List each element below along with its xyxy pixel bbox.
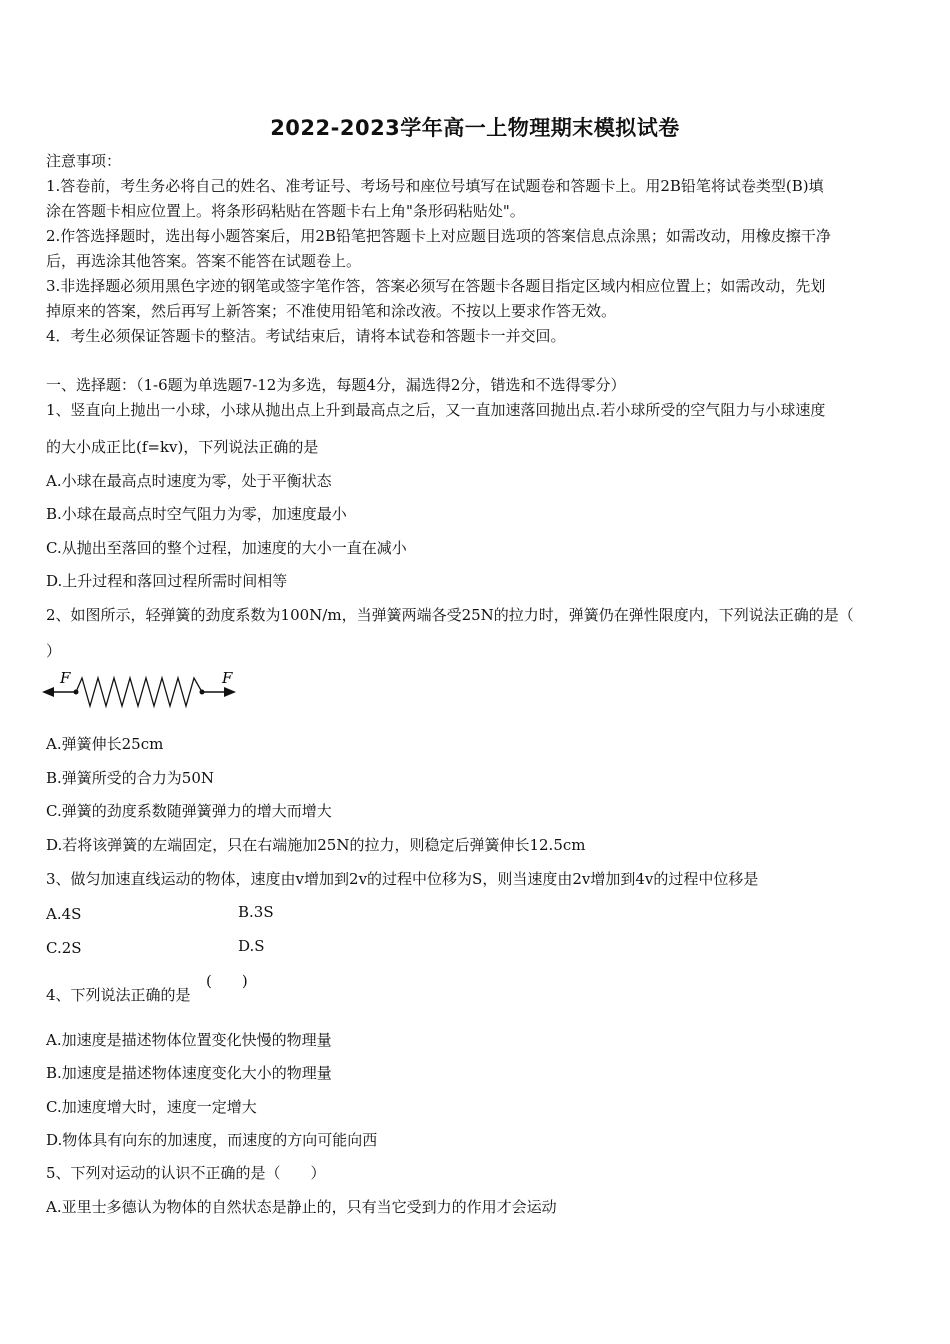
question-1-stem: 的大小成正比(f=kv)，下列说法正确的是 — [46, 438, 319, 456]
notice-line: 涂在答题卡相应位置上。将条形码粘贴在答题卡右上角"条形码粘贴处"。 — [46, 202, 525, 220]
question-1-option-b: B.小球在最高点时空气阻力为零，加速度最小 — [46, 505, 347, 523]
question-2-option-c: C.弹簧的劲度系数随弹簧弹力的增大而增大 — [46, 802, 332, 820]
force-label-right: F — [222, 669, 233, 687]
page-title: 2022-2023学年高一上物理期末模拟试卷 — [270, 116, 680, 140]
question-2-stem: 2、如图所示，轻弹簧的劲度系数为100N/m，当弹簧两端各受25N的拉力时，弹簧仍在弹性限度内，下列说法正确的是（ — [46, 606, 854, 624]
notice-line: 后，再选涂其他答案。答案不能答在试题卷上。 — [46, 252, 362, 270]
section-heading: 一、选择题：（1-6题为单选题7-12为多选，每题4分，漏选得2分，错选和不选得零分） — [46, 376, 626, 394]
question-4-option-d: D.物体具有向东的加速度，而速度的方向可能向西 — [46, 1131, 378, 1149]
notice-line: 1.答卷前，考生务必将自己的姓名、准考证号、考场号和座位号填写在试题卷和答题卡上。用2B铅笔将试卷类型(B)填 — [46, 177, 824, 195]
question-2-option-a: A.弹簧伸长25cm — [46, 735, 164, 753]
right-arrow-icon — [224, 687, 236, 697]
question-4-paren: ( ) — [206, 972, 248, 990]
question-4-stem: 4、下列说法正确的是 — [46, 986, 191, 1004]
spring-figure — [40, 668, 240, 714]
question-4-option-c: C.加速度增大时，速度一定增大 — [46, 1098, 257, 1116]
question-3-option-d: D.S — [238, 937, 265, 955]
question-2-option-d: D.若将该弹簧的左端固定，只在右端施加25N的拉力，则稳定后弹簧伸长12.5cm — [46, 836, 586, 854]
question-1-option-a: A.小球在最高点时速度为零，处于平衡状态 — [46, 472, 332, 490]
question-5-option-a: A.亚里士多德认为物体的自然状态是静止的，只有当它受到力的作用才会运动 — [46, 1198, 557, 1216]
question-5-stem: 5、下列对运动的认识不正确的是（ ） — [46, 1164, 326, 1182]
question-1-option-c: C.从抛出至落回的整个过程，加速度的大小一直在减小 — [46, 539, 407, 557]
notice-line: 2.作答选择题时，选出每小题答案后，用2B铅笔把答题卡上对应题目选项的答案信息点涂黑；如需改动，用橡皮擦干净 — [46, 227, 831, 245]
notice-heading: 注意事项： — [46, 152, 122, 170]
force-label-left: F — [60, 669, 71, 687]
notice-line: 4．考生必须保证答题卡的整洁。考试结束后，请将本试卷和答题卡一并交回。 — [46, 327, 566, 345]
left-arrow-icon — [42, 687, 54, 697]
question-4-option-a: A.加速度是描述物体位置变化快慢的物理量 — [46, 1031, 332, 1049]
question-3-option-a: A.4S — [46, 905, 82, 923]
notice-line: 掉原来的答案，然后再写上新答案；不准使用铅笔和涂改液。不按以上要求作答无效。 — [46, 302, 617, 320]
question-3-option-c: C.2S — [46, 939, 82, 957]
question-3-stem: 3、做匀加速直线运动的物体，速度由v增加到2v的过程中位移为S，则当速度由2v增加到4v的过程中位移是 — [46, 870, 759, 888]
spring-coil — [76, 678, 202, 706]
question-2-stem: ） — [46, 642, 62, 660]
question-3-option-b: B.3S — [238, 903, 274, 921]
question-1-stem: 1、竖直向上抛出一小球，小球从抛出点上升到最高点之后，又一直加速落回抛出点.若小球所受的空气阻力与小球速度 — [46, 401, 826, 419]
question-1-option-d: D.上升过程和落回过程所需时间相等 — [46, 572, 288, 590]
notice-line: 3.非选择题必须用黑色字迹的钢笔或签字笔作答，答案必须写在答题卡各题目指定区域内相应位置上；如需改动，先划 — [46, 277, 826, 295]
question-4-option-b: B.加速度是描述物体速度变化大小的物理量 — [46, 1064, 332, 1082]
question-2-option-b: B.弹簧所受的合力为50N — [46, 769, 215, 787]
